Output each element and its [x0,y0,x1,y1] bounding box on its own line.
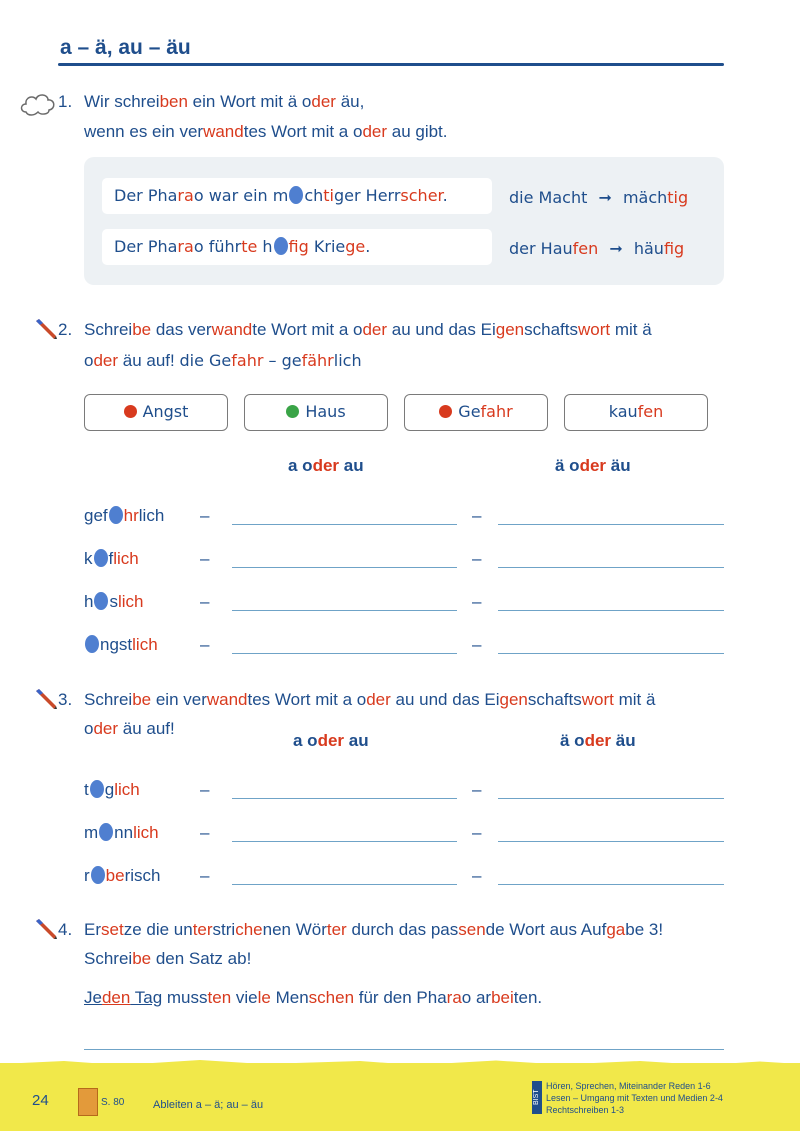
task1-line1: Wir schreiben ein Wort mit ä oder äu, [84,92,365,111]
letter-gap-dot [274,237,288,255]
example-1-derivation: die Macht ➞ mächtig [509,188,689,207]
word-chip-gefahr: Gefahr [404,394,548,431]
letter-gap-dot [94,549,108,567]
letter-gap-dot [85,635,99,653]
dash: – [200,866,210,885]
answer-line[interactable] [232,884,457,885]
task2-line1: Schreibe das verwandte Wort mit a oder au und das Eigenschaftswort mit ä [84,320,652,339]
task-number: 1. [58,92,73,111]
answer-line[interactable] [232,567,457,568]
page-reference: S. 80 [101,1097,125,1108]
letter-gap-dot [91,866,105,884]
task-number: 4. [58,920,73,939]
gap-word: gef hrlich [84,506,165,525]
task-number: 2. [58,320,73,339]
column-header-a-au: a oder au [288,456,364,475]
color-dot-icon [286,405,299,418]
dash: – [472,866,482,885]
word-chip-haus: Haus [244,394,388,431]
gap-word: t glich [84,780,140,799]
dash: – [472,506,482,525]
footer-topic: Ableiten a – ä; au – äu [153,1099,264,1111]
pencil-icon [34,918,58,944]
word-chip-kaufen: kaufen [564,394,708,431]
answer-line[interactable] [498,610,724,611]
letter-gap-dot [90,780,104,798]
title-underline [58,63,724,66]
answer-line[interactable] [498,567,724,568]
example-sentence-1: Der Pharao war ein m chtiger Herrscher. [102,178,492,214]
dash: – [200,823,210,842]
gap-word: m nnlich [84,823,159,842]
letter-gap-dot [109,506,123,524]
word-chip-angst: Angst [84,394,228,431]
dash: – [472,780,482,799]
answer-line[interactable] [498,653,724,654]
dash: – [200,635,210,654]
task3-line2: oder äu auf! [84,719,175,738]
letter-gap-dot [99,823,113,841]
dash: – [200,780,210,799]
gap-word: h slich [84,592,144,611]
letter-gap-dot [289,186,303,204]
answer-line[interactable] [498,798,724,799]
answer-line[interactable] [498,524,724,525]
arrow-right-icon: ➞ [598,188,612,207]
answer-line[interactable] [232,798,457,799]
thought-cloud-icon [18,88,58,122]
dash: – [472,823,482,842]
answer-line[interactable] [232,653,457,654]
column-header-ae-aeu: ä oder äu [555,456,631,475]
book-icon [78,1088,98,1116]
answer-line[interactable] [232,524,457,525]
pencil-icon [34,318,58,344]
dash: – [200,549,210,568]
example-2-derivation: der Haufen ➞ häufig [509,239,685,258]
gap-word: k flich [84,549,139,568]
page-number: 24 [32,1092,49,1109]
color-dot-icon [439,405,452,418]
dash: – [200,506,210,525]
letter-gap-dot [94,592,108,610]
gap-word: ngstlich [84,635,158,655]
color-dot-icon [124,405,137,418]
answer-line[interactable] [498,884,724,885]
answer-line[interactable] [498,841,724,842]
dash: – [472,549,482,568]
column-header-ae-aeu: ä oder äu [560,731,636,750]
task2-line2: oder äu auf! die Gefahr – gefährlich [84,351,362,370]
answer-line[interactable] [232,841,457,842]
column-header-a-au: a oder au [293,731,369,750]
answer-line[interactable] [84,1049,724,1050]
answer-line[interactable] [232,610,457,611]
task4-line2: Schreibe den Satz ab! [84,949,252,968]
arrow-right-icon: ➞ [609,239,623,258]
task1-line2: wenn es ein verwandtes Wort mit a oder au gibt. [84,122,448,141]
gap-word: r berisch [84,866,161,885]
dash: – [200,592,210,611]
task3-line1: Schreibe ein verwandtes Wort mit a oder au und das Eigenschaftswort mit ä [84,690,656,709]
example-sentence-2: Der Pharao führte h fig Kriege. [102,229,492,265]
task4-line1: Ersetze die unterstrichenen Wörter durch das passende Wort aus Aufgabe 3! [84,920,664,939]
footer-standards: Hören, Sprechen, Miteinander Reden 1-6 Lesen – Umgang mit Texten und Medien 2-4 Rechtschreiben 1-3 [546,1081,723,1115]
task4-sentence: Jeden Tag mussten viele Menschen für den Pharao arbeiten. [84,988,543,1007]
dash: – [472,635,482,654]
pencil-icon [34,688,58,714]
task-number: 3. [58,690,73,709]
dash: – [472,592,482,611]
example-box [84,157,724,285]
bist-badge: BIST [532,1081,542,1114]
page-title: a – ä, au – äu [60,36,191,59]
